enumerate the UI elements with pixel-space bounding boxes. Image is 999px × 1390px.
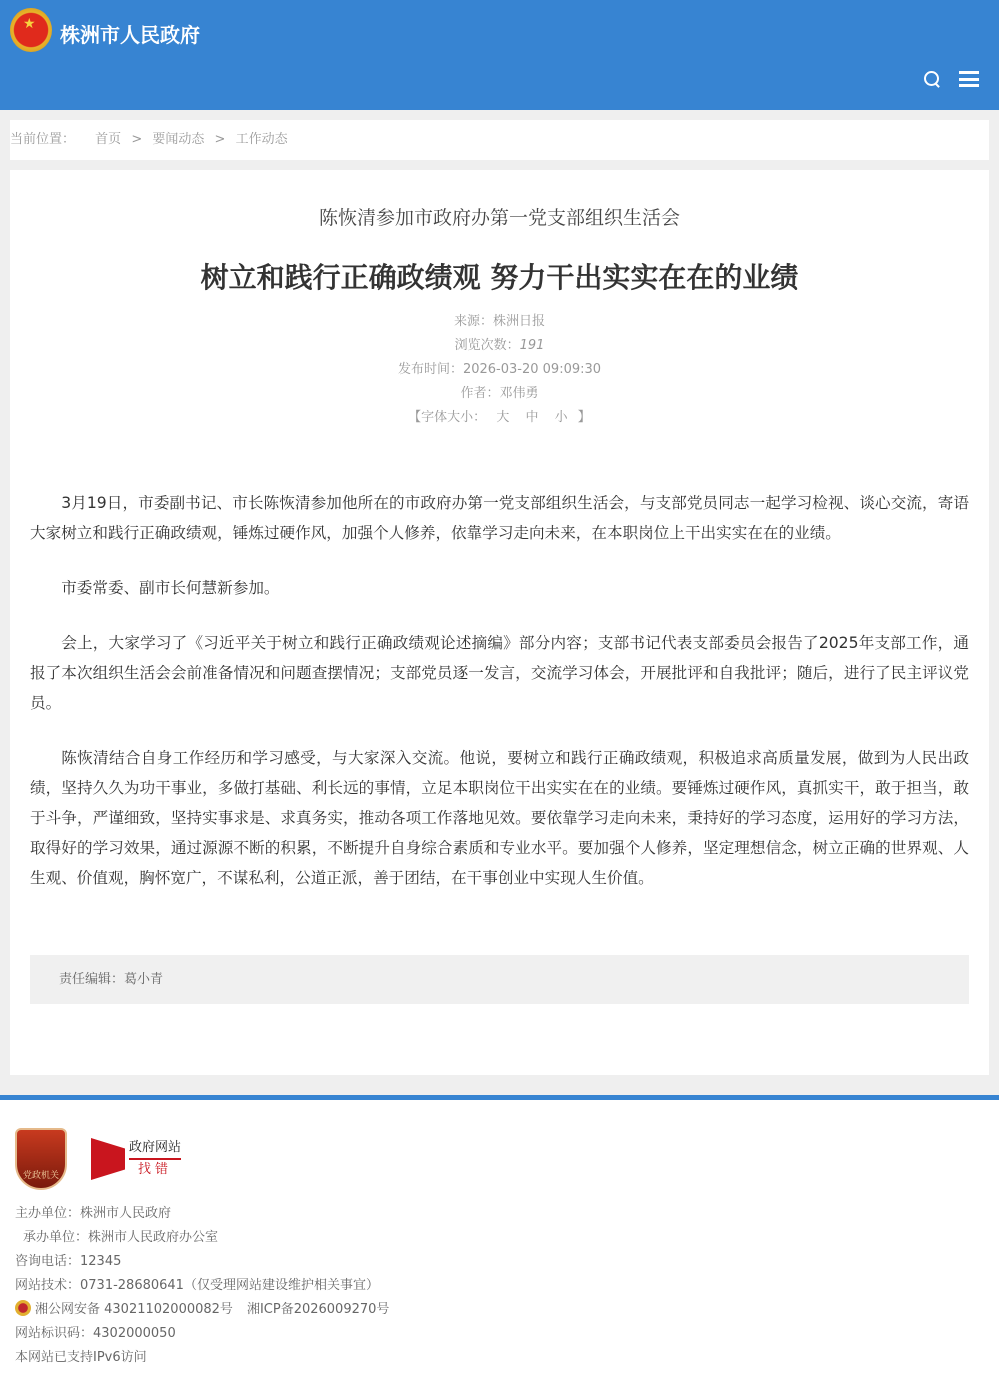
font-small-button[interactable]: 小 [554,410,568,425]
gov-site-error-report-badge[interactable] [91,1138,181,1180]
header [0,0,999,110]
article-title: 树立和践行正确政绩观 努力干出实实在在的业绩 [200,261,799,294]
breadcrumb-sep: > [131,132,143,147]
breadcrumb [10,120,989,160]
police-record-link[interactable]: 湘公网安备 43021102000082号 [35,1302,233,1317]
responsible-editor: 责任编辑：葛小青 [30,955,969,1004]
ipv6-note: 本网站已支持IPv6访问 [15,1350,147,1365]
police-badge-icon [15,1300,31,1316]
views-count: 191 [519,338,545,353]
article-subtitle: 陈恢清参加市政府办第一党支部组织生活会 [318,207,680,229]
source: 株洲日报 [493,314,546,329]
views-label: 浏览次数： [454,338,520,353]
icp-record-link[interactable]: 湘ICP备2026009270号 [246,1302,390,1317]
publish-time: 2026-03-20 09:09:30 [462,362,602,377]
paragraph: 陈恢清结合自身工作经历和学习感受，与大家深入交流。他说，要树立和践行正确政绩观，积极追求高质量发展，做到为人民出政绩，坚持久久为功干事业，多做打基础、利长远的事情，立足本职岗位干出实实在在的业绩。要锤炼过硬作风，真抓实干，敢于担当，敢于斗争，严谨细致，坚持实事求是、求真务实，推动各项工作落地见效。要依靠学习走向未来，秉持好的学习态度，运用好的学习方法，取得好的学习效果，通过源源不断的积累，不断提升自身综合素质和专业水平。要加强个人修养，坚定理想信念，树立正确的世界观、人生观、价值观，胸怀宽广，不谋私利，公道正派，善于团结，在干事创业中实现人生价值。 [30,749,969,887]
badge-bottom-text: 找错 [129,1158,181,1180]
time-label: 发布时间： [397,362,463,377]
search-icon[interactable] [923,70,941,88]
breadcrumb-work[interactable]: 工作动态 [235,132,288,147]
site-id: 网站标识码：4302000050 [15,1326,176,1341]
tech-support: 网站技术：0731-28680641（仅受理网站建设维护相关事宜） [15,1278,379,1293]
breadcrumb-news[interactable]: 要闻动态 [152,132,205,147]
menu-icon[interactable] [959,71,979,87]
breadcrumb-sep: > [214,132,226,147]
host-unit: 主办单位：株洲市人民政府 [15,1206,172,1221]
source-label: 来源： [453,314,493,329]
font-size-label: 【字体大小： [408,410,487,425]
author-label: 作者： [460,386,500,401]
undertaker-unit: 承办单位：株洲市人民政府办公室 [23,1230,219,1245]
paragraph: 3月19日，市委副书记、市长陈恢清参加他所在的市政府办第一党支部组织生活会，与支部党员同志一起学习检视、谈心交流，寄语大家树立和践行正确政绩观，锤炼过硬作风，加强个人修养，依靠学习走向未来，在本职岗位上干出实实在在的业绩。 [30,494,969,542]
breadcrumb-label: 当前位置： [10,132,76,147]
font-size-close: 】 [577,410,591,425]
paragraph: 会上，大家学习了《习近平关于树立和践行正确政绩观论述摘编》部分内容；支部书记代表支部委员会报告了2025年支部工作，通报了本次组织生活会会前准备情况和问题查摆情况；支部党员逐一发言，交流学习体会，开展批评和自我批评；随后，进行了民主评议党员。 [30,634,969,712]
magnifier-icon [91,1138,125,1180]
font-large-button[interactable]: 大 [496,410,510,425]
article [10,170,989,1075]
badge-top-text: 政府网站 [129,1140,182,1155]
author: 邓伟勇 [499,386,539,401]
paragraph: 市委常委、副市长何慧新参加。 [61,579,280,597]
breadcrumb-home[interactable]: 首页 [95,132,122,147]
site-title[interactable]: 株洲市人民政府 [60,23,200,47]
consult-phone: 咨询电话：12345 [15,1254,122,1269]
badge-text: 党政机关 [22,1171,59,1181]
font-size-controls [30,406,969,430]
article-meta [30,310,969,430]
national-emblem-logo[interactable] [10,8,52,52]
footer [0,1095,999,1390]
article-body [30,488,969,893]
party-government-badge[interactable] [15,1128,67,1190]
font-medium-button[interactable]: 中 [525,410,539,425]
